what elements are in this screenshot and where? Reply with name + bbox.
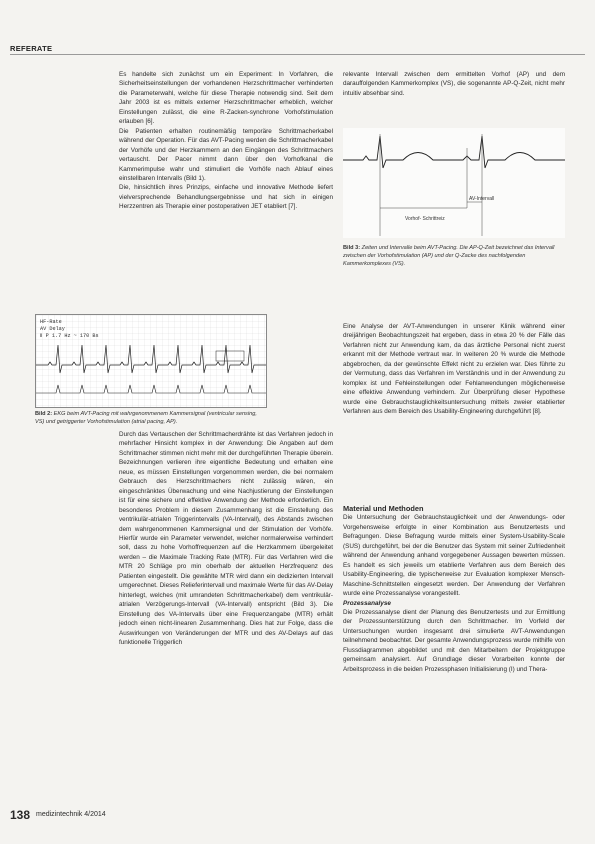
paragraph: relevante Intervall zwischen dem ermittelten Vorhof (AP) und dem darauffolgenden Kammerkomplex (VS), die sogenannte AP-Q-Zeit, nicht mehr intuitiv absehbar sind. (343, 71, 565, 97)
page-number: 138 (10, 808, 31, 822)
figure-caption-right (343, 244, 565, 269)
timing-diagram (343, 128, 565, 238)
section-label: REFERATE (10, 44, 53, 53)
journal-name: medizintechnik 4/2014 (36, 811, 106, 818)
section-heading: Material und Methoden (343, 504, 424, 513)
ecg-figure (35, 314, 267, 408)
paragraph: Die Patienten erhalten routinemäßig temporäre Schrittmacherkabel während der Operation. Für das AVT-Pacing werden die Schrittmacherkabel der Vorhöfe und der Herzkammern an den Eingängen des Schrittmachers vertauscht. Der Pacer nimmt dann über den Vorhofkanal die Kammerimpulse wahr und stimuliert die Vorhöfe nach Ablauf eines einstellbaren Intervalls (Bild 1). (119, 127, 333, 182)
ecg-label-2: AV Delay (40, 326, 65, 332)
paragraph: Die Prozessanalyse dient der Planung des Benutzertests und zur Ermittlung der Prozessunterstützung durch den Schrittmacher. Im Vorfeld der Untersuchungen wurden insgesamt drei simulierte AVT-Anwendungen teilnehmend beobachtet. Der gesamte Anwendungsprozess wurde mithilfe von Flussdiagrammen abgebildet und mit den Mitarbeitern der Projektgruppe gemeinsam analysiert. Auf Grundlage dieser Vorarbeiten konnte der Arbeitsprozess in die beiden Prozessphasen Initialisierung (I) und Thera- (343, 608, 565, 673)
ecg-chart (36, 315, 266, 407)
caption-text: EKG beim AVT-Pacing mit wahrgenommenem Kammersignal (ventricular sensing, VS) und getriggerter Vorhofstimulation (atrial pacing, AP). (35, 411, 257, 426)
paragraph: Eine Analyse der AVT-Anwendungen in unserer Klinik während einer dreijährigen Beobachtungszeit hat ergeben, dass in etwa 20 % der Fälle das Verfahren nicht zur Anwendung kam, da das ärztliche Personal nicht zuerst erkannt mit der Methode vertraut war. In weiteren 20 % wurde die Methode abgebrochen, da der gewünschte Effekt nicht zu erzielen war. Dies führte zu der Vermutung, dass das Verfahren im Verständnis und in der Anwendung zu komplex ist und Fehleinstellungen oder Fehlanwendungen möglicherweise eine effektive Anwendung verhindern. Zur Überprüfung dieser Hypothese wurde eine Gebrauchstauglichkeitsuntersuchung mittels zweier etablierter Verfahren aus dem Bereich des Usability-Engineering durchgeführt [8]. (343, 323, 565, 416)
paragraph: Die, hinsichtlich ihres Prinzips, einfache und innovative Methode liefert vielversprechende Behandlungsergebnisse und hat sich in einigen Herzzentren als Therapie einer postoperativen JET etabliert [7]. (119, 184, 333, 211)
right-column-middle (343, 322, 565, 417)
left-column-top (119, 70, 333, 212)
right-column-bottom (343, 504, 565, 674)
figure-caption-left (35, 410, 265, 426)
caption-text: Zeiten und Intervalle beim AVT-Pacing. Die AP-Q-Zeit bezeichnet das Intervall zwischen der Vorhofstimulation (AP) und der Q-Zacke des nachfolgenden Kammerkomplexes (VS). (343, 245, 555, 268)
av-label: AV-Intervall (469, 196, 495, 202)
paragraph: Durch das Vertauschen der Schrittmacherdrähte ist das Verfahren jedoch in mehrfacher Hinsicht komplex in der Anwendung: Die Angaben auf dem Schrittmacher stimmen nicht mehr mit der durchgeführten Therapie überein. Bezeichnungen verlieren ihre eigentliche Bedeutung und erhalten eine neue, es müssen Einstellungen vorgenommen werden, die bei normalem Gebrauch des Herzschrittmachers nicht zulässig wären, ein eingeschränktes Überwachung und eine Nachjustierung der Einstellungen ist für eine sichere und effektive Anwendung der Methode erforderlich. Ein besonderes Problem in diesem Zusammenhang ist die Einstellung des ventrikulär-atrialen Triggerintervalls (VA-Intervall), des Abstands zwischen dem wahrgenommenen Kammersignal und der Stimulation der Vorhöfe. Hierfür wurde ein Parameter verwendet, welcher normalerweise verhindert soll, dass zu hohe Vorhoffrequenzen auf die Herzkammern übergeleitet werden – die Maximale Tracking Rate (MTR). Für das Verfahren wird die MTR 20 Schläge pro min oberhalb der aktuellen Herzfrequenz des Patienten eingestellt. Die gewählte MTR wird dann ein dedizierten Intervall umgerechnet. Dieses Relieferintervall und maximale Werte für das AV-Delay hinterlegt, welches (mit umrandeten Schrittmacherkabel) dem ventrikulär-atrialen Verzögerungs-Intervall (VA-Intervall) entspricht (Bild 3). Die Einstellung des VA-Intervalls über eine Frequenzangabe (MTR) erhält jedoch einen nicht-linearen Zusammenhang. Dies hat zur Folge, dass die Auswirkungen von Veränderungen der MTR und des AV-Delays auf das funktionelle Triggerlich (119, 431, 333, 646)
left-column-bottom (119, 430, 333, 647)
subsection-heading: Prozessanalyse (343, 599, 391, 607)
ecg-label-3: Ⅱ P 1.7 Hz ~ 170 Bs (40, 333, 99, 339)
period-label: Vorhof- Schrittreiz (405, 216, 445, 222)
caption-label: Bild 3: (343, 245, 361, 251)
header-rule (10, 54, 585, 55)
caption-label: Bild 2: (35, 411, 53, 417)
ecg-label-1: HF-Rate (40, 319, 62, 325)
right-column-top (343, 70, 565, 98)
paragraph: Die Untersuchung der Gebrauchstauglichkeit und der Anwendungs- oder Vorgehensweise erfolgte in einer Kombination aus Benutzertests und Befragungen. Diese Befragung wurde mittels einer System-Usability-Scale (SUS) durchgeführt, bei der die Benutzer das System mit seiner Zufriedenheit während der Anwendung anhand vorgegebener Aussagen bewerten müssen. Es handelt es sich jeweils um etablierte Verfahren aus dem Bereich des Usability-Engineering, die typischerweise zur Evaluation komplexer Mensch-Maschine-Schnittstellen eingesetzt werden. Der Anwendung der Verfahren wurde eine Prozessanalyse vorangestellt. (343, 514, 565, 598)
paragraph: Es handelte sich zunächst um ein Experiment: In Vorfahren, die Sicherheitseinstellungen der vorhandenen Herzschrittmacher verhinderten die Parameterwahl, welche für diese Therapie notwendig sind. Seit dem Jahr 2003 ist es mittels externer Herzschrittmacher erheblich, welcher Einstellungen zulässt, die eine R-Zacken-synchrone Vorhofstimulation erlauben [6]. (119, 71, 333, 126)
